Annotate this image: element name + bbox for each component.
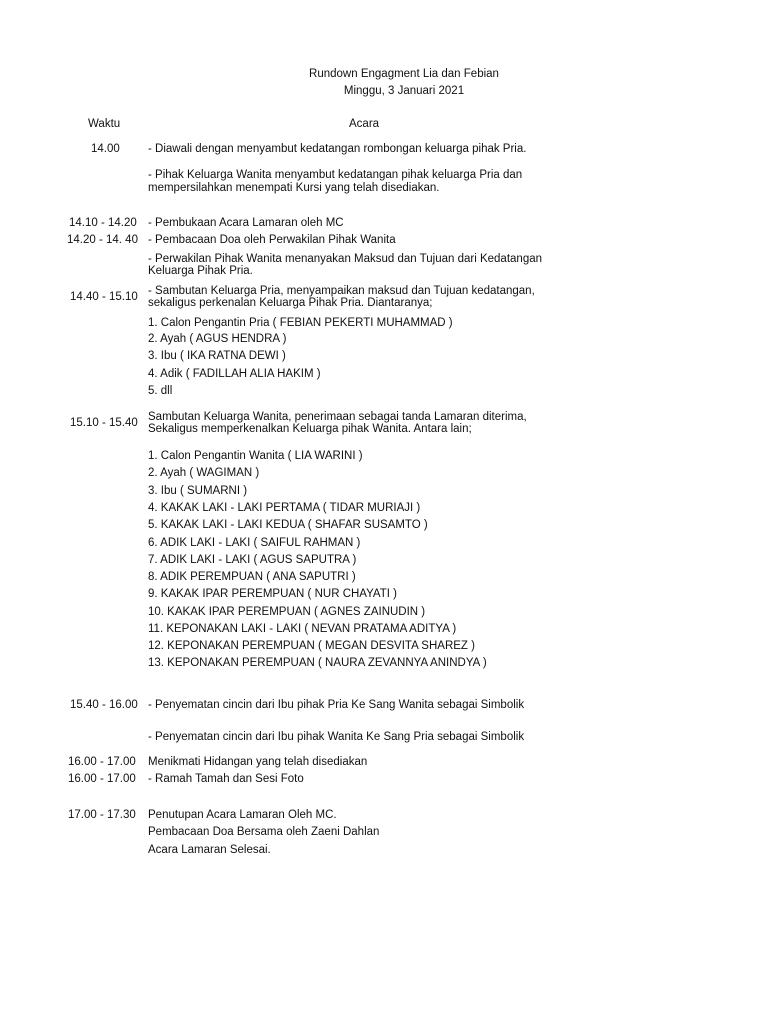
list-item: 10. KAKAK IPAR PEREMPUAN ( AGNES ZAINUDIN ) bbox=[148, 606, 426, 618]
list-item: 5. KAKAK LAKI - LAKI KEDUA ( SHAFAR SUSAMTO ) bbox=[148, 519, 428, 531]
list-item: 7. ADIK LAKI - LAKI ( AGUS SAPUTRA ) bbox=[148, 554, 357, 566]
list-item: 2. Ayah ( AGUS HENDRA ) bbox=[148, 333, 287, 345]
event-cell: sekaligus perkenalan Keluarga Pihak Pria. Diantaranya; bbox=[148, 297, 433, 309]
list-item: 11. KEPONAKAN LAKI - LAKI ( NEVAN PRATAMA ADITYA ) bbox=[148, 623, 457, 635]
event-cell: Sambutan Keluarga Wanita, penerimaan sebagai tanda Lamaran diterima, bbox=[148, 411, 527, 423]
event-cell: - Ramah Tamah dan Sesi Foto bbox=[148, 773, 304, 785]
time-cell: 17.00 - 17.30 bbox=[68, 809, 136, 821]
list-item: 8. ADIK PEREMPUAN ( ANA SAPUTRI ) bbox=[148, 571, 356, 583]
time-cell: 14.10 - 14.20 bbox=[69, 217, 137, 229]
event-cell: - Penyematan cincin dari Ibu pihak Pria Ke Sang Wanita sebagai Simbolik bbox=[148, 699, 525, 711]
document-date: Minggu, 3 Januari 2021 bbox=[343, 85, 465, 97]
event-cell: Pembacaan Doa Bersama oleh Zaeni Dahlan bbox=[148, 826, 380, 838]
list-item: 6. ADIK LAKI - LAKI ( SAIFUL RAHMAN ) bbox=[148, 537, 361, 549]
document-title: Rundown Engagment Lia dan Febian bbox=[309, 68, 499, 80]
event-cell: - Perwakilan Pihak Wanita menanyakan Maksud dan Tujuan dari Kedatangan bbox=[148, 253, 543, 265]
list-item: 3. Ibu ( SUMARNI ) bbox=[148, 485, 248, 497]
event-cell: Keluarga Pihak Pria. bbox=[148, 265, 253, 277]
list-item: 9. KAKAK IPAR PEREMPUAN ( NUR CHAYATI ) bbox=[148, 588, 397, 600]
column-header-time: Waktu bbox=[88, 118, 121, 130]
event-cell: Acara Lamaran Selesai. bbox=[148, 844, 271, 856]
time-cell: 14.00 bbox=[91, 143, 120, 155]
column-header-event: Acara bbox=[349, 118, 380, 130]
event-cell: - Sambutan Keluarga Pria, menyampaikan maksud dan Tujuan kedatangan, bbox=[148, 285, 535, 297]
event-cell: - Diawali dengan menyambut kedatangan rombongan keluarga pihak Pria. bbox=[148, 143, 527, 155]
event-cell: - Pihak Keluarga Wanita menyambut kedatangan pihak keluarga Pria dan bbox=[148, 169, 523, 181]
event-cell: mempersilahkan menempati Kursi yang telah disediakan. bbox=[148, 182, 440, 194]
event-cell: Menikmati Hidangan yang telah disediakan bbox=[148, 756, 368, 768]
time-cell: 14.20 - 14. 40 bbox=[67, 234, 138, 246]
list-item: 3. Ibu ( IKA RATNA DEWI ) bbox=[148, 350, 286, 362]
event-cell: - Pembacaan Doa oleh Perwakilan Pihak Wanita bbox=[148, 234, 396, 246]
list-item: 12. KEPONAKAN PEREMPUAN ( MEGAN DESVITA SHAREZ ) bbox=[148, 640, 475, 652]
list-item: 5. dll bbox=[148, 385, 173, 397]
event-cell: - Penyematan cincin dari Ibu pihak Wanita Ke Sang Pria sebagai Simbolik bbox=[148, 731, 525, 743]
list-item: 1. Calon Pengantin Pria ( FEBIAN PEKERTI MUHAMMAD ) bbox=[148, 317, 453, 329]
time-cell: 16.00 - 17.00 bbox=[68, 756, 136, 768]
event-cell: - Pembukaan Acara Lamaran oleh MC bbox=[148, 217, 344, 229]
event-cell: Sekaligus memperkenalkan Keluarga pihak Wanita. Antara lain; bbox=[148, 423, 472, 435]
time-cell: 14.40 - 15.10 bbox=[70, 291, 138, 303]
time-cell: 15.10 - 15.40 bbox=[70, 417, 138, 429]
list-item: 4. Adik ( FADILLAH ALIA HAKIM ) bbox=[148, 368, 321, 380]
list-item: 1. Calon Pengantin Wanita ( LIA WARINI ) bbox=[148, 450, 363, 462]
list-item: 13. KEPONAKAN PEREMPUAN ( NAURA ZEVANNYA ANINDYA ) bbox=[148, 657, 487, 669]
list-item: 2. Ayah ( WAGIMAN ) bbox=[148, 467, 260, 479]
time-cell: 15.40 - 16.00 bbox=[70, 699, 138, 711]
event-cell: Penutupan Acara Lamaran Oleh MC. bbox=[148, 809, 337, 821]
time-cell: 16.00 - 17.00 bbox=[68, 773, 136, 785]
list-item: 4. KAKAK LAKI - LAKI PERTAMA ( TIDAR MURIAJI ) bbox=[148, 502, 421, 514]
